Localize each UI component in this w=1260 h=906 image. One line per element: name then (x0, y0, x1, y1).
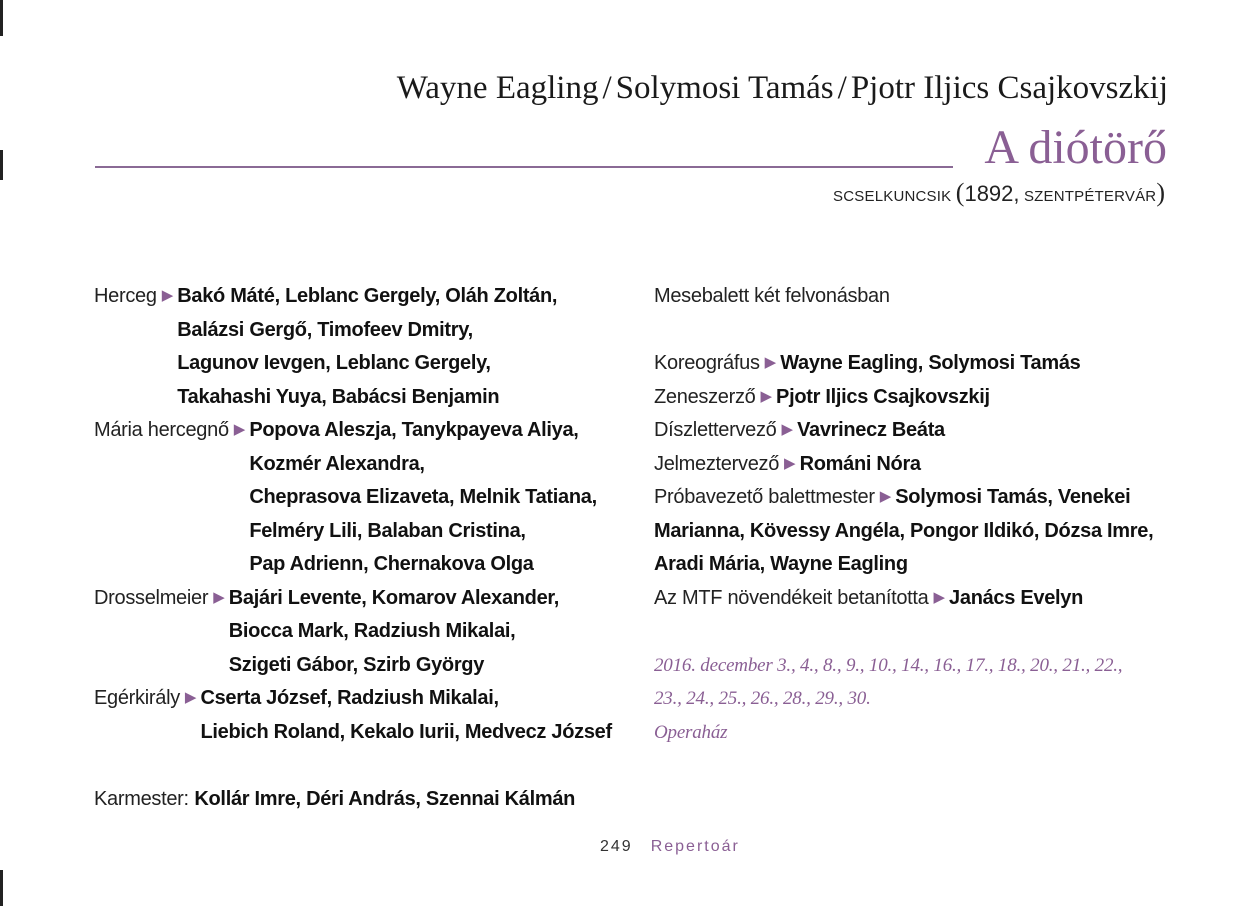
credit-role: Jelmeztervező (654, 452, 780, 475)
triangle-right-icon: ▶ (233, 421, 246, 438)
spacer (654, 314, 1194, 348)
cast-role: Mária hercegnő (94, 419, 229, 441)
triangle-right-icon: ▶ (933, 588, 946, 606)
page-edge-mark-bottom (0, 870, 3, 906)
author-3: Pjotr Iljics Csajkovszkij (850, 70, 1168, 106)
cast-role: Egérkirály (94, 687, 180, 709)
cast-name-line: Cheprasova Elizaveta, Melnik Tatiana, (249, 486, 597, 508)
triangle-right-icon: ▶ (879, 488, 892, 505)
credit-role: Próbavezető balettmester (654, 486, 875, 508)
cast-role: Herceg (94, 285, 157, 307)
cast-names (200, 682, 611, 749)
conductor-label: Karmester: (94, 787, 189, 810)
cast-column (94, 280, 654, 816)
credit-names: Pjotr Iljics Csajkovszkij (776, 385, 990, 408)
page-title: A diótörő (984, 121, 1167, 174)
credit-set-designer (654, 414, 1194, 448)
conductor-entry (94, 783, 654, 817)
credit-role: Zeneszerző (654, 385, 756, 408)
authors-line (397, 70, 1168, 107)
cast-name-line: Bajári Levente, Komarov Alexander, (228, 586, 560, 609)
cast-name-line: Cserta József, Radziush Mikalai, (200, 687, 499, 709)
triangle-right-icon: ▶ (784, 454, 796, 472)
triangle-right-icon: ▶ (161, 287, 174, 304)
cast-entry-drosselmeier (94, 582, 654, 683)
genre-line: Mesebalett két felvonásban (654, 285, 890, 307)
spacer (94, 749, 654, 783)
cast-names (177, 280, 557, 414)
credit-role: Koreográfus (654, 352, 760, 374)
cast-entry-egerkiraly (94, 682, 654, 749)
credit-role: Díszlettervező (654, 419, 777, 441)
cast-name-line: Liebich Roland, Kekalo Iurii, Medvecz József (200, 720, 612, 743)
credit-costume-designer (654, 448, 1194, 482)
page-edge-mark-top (0, 0, 3, 36)
subtitle-city: SZENTPÉTERVÁR (1023, 188, 1157, 205)
author-1: Wayne Eagling (396, 70, 599, 106)
subtitle-paren-open: ( (955, 178, 965, 207)
performance-dates-cont: 23., 24., 25., 26., 28., 29., 30. (654, 688, 871, 709)
triangle-right-icon: ▶ (764, 354, 777, 371)
author-separator: / (602, 70, 612, 106)
section-name: Repertoár (650, 838, 740, 855)
credit-names: Románi Nóra (799, 452, 921, 475)
credit-rehearsal-first-line (654, 481, 1194, 515)
cast-names (229, 582, 559, 683)
cast-entry-maria (94, 414, 654, 582)
cast-name-line: Felméry Lili, Balaban Cristina, (249, 519, 526, 542)
credit-names-cont: Aradi Mária, Wayne Eagling (654, 553, 908, 575)
title-rule (95, 166, 953, 168)
credit-composer (654, 381, 1194, 415)
conductor-names: Kollár Imre, Déri András, Szennai Kálmán (194, 787, 576, 810)
cast-name-line: Popova Aleszja, Tanykpayeva Aliya, (249, 419, 579, 441)
cast-role: Drosselmeier (94, 586, 209, 609)
page-footer (600, 838, 740, 856)
author-separator: / (837, 70, 847, 106)
cast-name-line: Takahashi Yuya, Babácsi Benjamin (177, 385, 500, 408)
cast-name-line: Lagunov Ievgen, Leblanc Gergely, (177, 352, 491, 374)
subtitle-paren-close: ) (1156, 178, 1165, 207)
triangle-right-icon: ▶ (184, 689, 197, 706)
author-2: Solymosi Tamás (615, 70, 834, 106)
cast-names (249, 414, 597, 582)
credit-role: Az MTF növendékeit betanította (654, 586, 929, 609)
credit-names: Vavrinecz Beáta (797, 419, 945, 441)
credit-mtf (654, 582, 1194, 616)
credit-choreographer (654, 347, 1194, 381)
credit-names: Wayne Eagling, Solymosi Tamás (780, 352, 1081, 374)
subtitle-year: 1892, (964, 181, 1020, 206)
credit-rehearsal (654, 481, 1194, 582)
spacer (654, 615, 1194, 649)
credit-names-cont: Marianna, Kövessy Angéla, Pongor Ildikó, Dózsa Imre, (654, 519, 1154, 542)
performance-venue: Operaház (654, 721, 728, 743)
credit-names: Janács Evelyn (949, 586, 1084, 609)
cast-name-line: Balázsi Gergő, Timofeev Dmitry, (177, 318, 473, 341)
cast-name-line: Biocca Mark, Radziush Mikalai, (228, 620, 516, 642)
page-number: 249 (600, 838, 633, 855)
cast-name-line: Kozmér Alexandra, (249, 452, 425, 475)
subtitle-original-title: SCSELKUNCSIK (833, 188, 952, 205)
triangle-right-icon: ▶ (213, 588, 225, 606)
cast-entry-herceg (94, 280, 654, 414)
performance-dates: 2016. december 3., 4., 8., 9., 10., 14., 16., 17., 18., 20., 21., 22., (654, 654, 1123, 676)
cast-name-line: Pap Adrienn, Chernakova Olga (249, 553, 534, 575)
subtitle (833, 178, 1165, 208)
page-edge-mark-mid (0, 150, 3, 180)
cast-name-line: Bakó Máté, Leblanc Gergely, Oláh Zoltán, (177, 285, 558, 307)
credit-names: Solymosi Tamás, Venekei (895, 486, 1131, 508)
cast-name-line: Szigeti Gábor, Szirb György (228, 653, 485, 676)
triangle-right-icon: ▶ (781, 421, 794, 438)
triangle-right-icon: ▶ (760, 387, 773, 405)
info-column (654, 280, 1194, 749)
